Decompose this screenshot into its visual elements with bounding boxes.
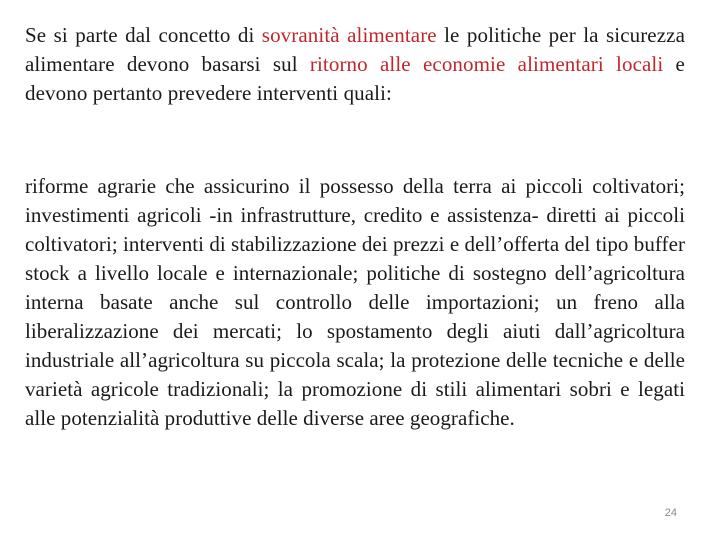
page-number: 24 [664,507,677,519]
intro-text-1: Se si parte dal concetto di [25,23,262,47]
intro-text-3: e devono pertanto prevedere interventi quali: [25,52,685,105]
intro-text-2: le politiche per la sicurezza alimentare devono basarsi sul [25,23,685,76]
highlight-sovranita: sovranità alimentare [261,23,437,47]
highlight-economie-locali: ritorno alle economie alimentari locali [309,52,664,76]
interventions-paragraph: riforme agrarie che assicurino il possesso della terra ai piccoli coltivatori; investimenti agricoli -in infrastrutture, credito e assistenza- diretti ai piccoli coltivatori; interventi di stabilizzazione dei prezzi e dell’offerta del tipo buffer stock a livello locale e internazionale; politiche di sostegno dell’agricoltura interna basate anche sul controllo delle importazioni; un freno alla liberalizzazione dei mercati; lo spostamento degli aiuti dall’agricoltura industriale all’agricoltura su piccola scala; la protezione delle tecniche e delle varietà agricole tradizionali; la promozione di stili alimentari sobri e legati alle potenzialità produttive delle diverse aree geografiche. [25,174,685,430]
intro-paragraph [25,21,685,108]
